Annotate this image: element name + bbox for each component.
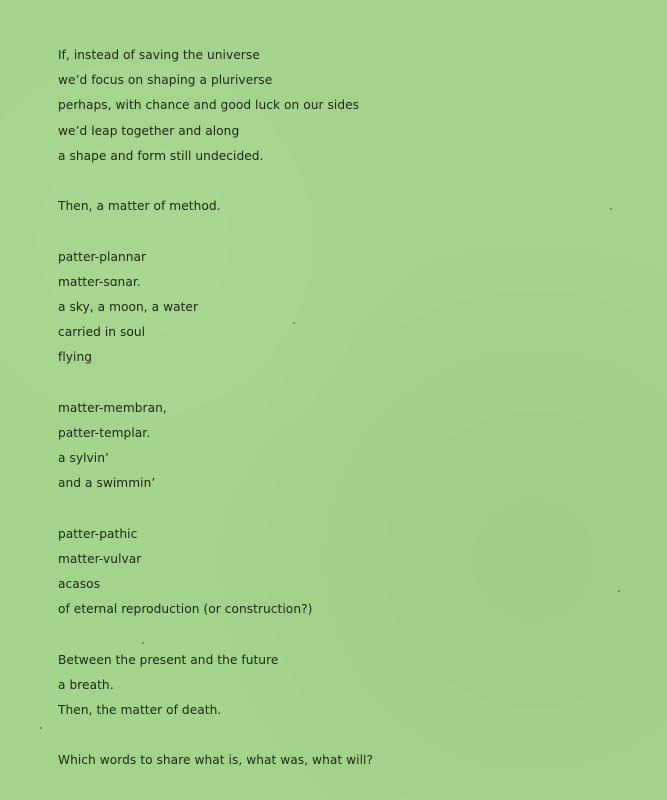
stanza-break [58,221,618,246]
poem-line: If, instead of saving the universe [58,48,260,62]
stanza-break [58,372,618,397]
poem-text [58,45,618,775]
poem-line: Then, a matter of method. [58,199,221,214]
paper-speck [40,727,42,729]
poem-line: acasos [58,576,101,591]
poem-line: matter-membran, [58,400,167,415]
poem-line: we’d focus on shaping a pluriverse [58,73,273,88]
paper-speck [142,642,144,644]
stanza-break [58,171,618,196]
stanza-break [58,725,618,750]
poem-line: matter-vulvar [58,551,142,566]
poem-line: a breath. [58,677,114,692]
stanza-break [58,498,618,523]
poem-line: of eternal reproduction (or construction?) [58,602,313,617]
poem-line: Then, the matter of death. [58,702,222,717]
poem-line: patter-pathic [58,526,138,541]
poem-line: and a swimmin’ [58,476,156,491]
poem-line: patter-templar. [58,425,151,440]
poem-line: flying [58,350,93,365]
poem-line: Which words to share what is, what was, what will? [58,753,373,768]
poem-line: a sky, a moon, a water [58,299,199,314]
poem-line: a sylvin’ [58,451,109,465]
paper-speck [610,208,612,210]
poem-line: we’d leap together and along [58,123,240,138]
paper-speck [293,322,295,324]
poem-line: Between the present and the future [58,652,279,667]
stanza-break [58,624,618,649]
poem-line: perhaps, with chance and good luck on our sides [58,98,360,113]
poem-line: carried in soul [58,325,146,340]
poem-line: matter-sɑnar. [58,274,141,289]
paper-speck [618,590,620,592]
poem-line: a shape and form still undecided. [58,148,264,163]
poem-line: patter-plannar [58,249,147,264]
